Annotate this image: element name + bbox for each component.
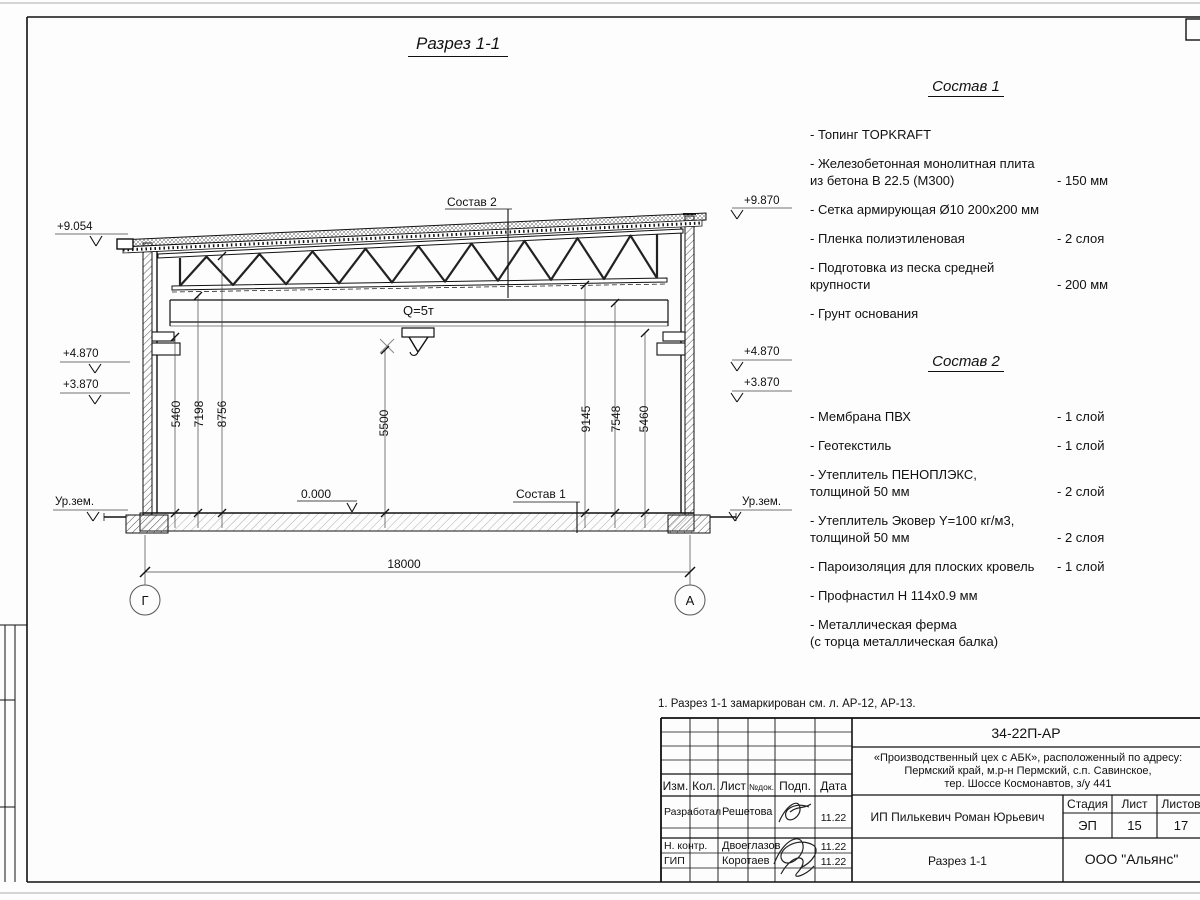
tb-sheet-name: Разрез 1-1 [928, 854, 987, 868]
span-dimension-label: 18000 [387, 557, 421, 571]
tb-doc-number: 34-22П-АР [991, 725, 1061, 741]
list-item: - Топинг TOPKRAFT [810, 127, 932, 142]
tb-date-ncontrol: 11.22 [820, 841, 847, 853]
tb-col-ndok: №док. [749, 782, 774, 792]
list-item: - Геотекстиль - 1 слой [810, 438, 1105, 453]
axis-bubble-a: А [685, 593, 695, 608]
elevation-left-top: +9.054 [57, 221, 93, 233]
dim-5460-left: 5460 [169, 400, 183, 428]
tb-company: ООО "Альянс" [1084, 851, 1179, 867]
axis-bubble-g: Г [141, 593, 149, 608]
tb-client: ИП Пилькевич Роман Юрьевич [870, 810, 1045, 824]
dim-7198: 7198 [192, 400, 206, 428]
tb-sheet-value: 15 [1127, 818, 1142, 833]
list-item: - Пленка полиэтиленовая - 2 слоя [810, 231, 1105, 246]
list-item: - Мембрана ПВХ - 1 слой [810, 409, 1105, 424]
list-item: - Профнастил Н 114х0.9 мм [810, 588, 978, 603]
tb-name-gip: Коротаев [722, 855, 770, 867]
dim-5500: 5500 [377, 409, 391, 437]
right-wall [685, 216, 694, 515]
list-item: - Грунт основания [810, 306, 919, 321]
dim-8756: 8756 [215, 400, 229, 428]
tb-col-podp: Подп. [779, 779, 811, 793]
tb-col-data: Дата [820, 779, 847, 793]
tb-date-developer: 11.22 [820, 812, 847, 824]
composition1-heading: Состав 1 [810, 78, 1122, 95]
callout-sostav2: Состав 2 [447, 195, 497, 209]
elevation-left-ground: Ур.зем. [55, 496, 95, 508]
list-item: - Металлическая ферма (с торца металлическая балка) [810, 617, 999, 649]
list-item: - Пароизоляция для плоских кровель - 1 слой [810, 559, 1105, 574]
composition2-heading: Состав 2 [810, 353, 1122, 370]
tb-role-ncontrol: Н. контр. [664, 840, 708, 852]
tb-col-izm: Изм. [662, 779, 689, 793]
tb-name-developer: Решетова [722, 806, 773, 818]
tb-project-address: «Производственный цех с АБК», расположенный по адресу: Пермский край, м.р-н Пермский, с.п. Савинское, тер. Шоссе Космонавтов, з/у 441 [873, 752, 1183, 790]
callout-leaders [297, 209, 580, 533]
dim-5460-right: 5460 [637, 405, 651, 433]
tb-role-developer: Разработал [664, 806, 722, 818]
list-item: - Утеплитель Эковер Y=100 кг/м3, толщиной 50 мм - 2 слоя [810, 513, 1105, 545]
tb-name-ncontrol: Двоеглазов [722, 840, 781, 852]
list-item: - Подготовка из песка средней крупности - 200 мм [810, 260, 1109, 292]
list-item: - Железобетонная монолитная плита из бетона В 22.5 (М300) - 150 мм [810, 156, 1109, 188]
elevation-right-ground: Ур.зем. [742, 496, 782, 508]
sheet-note: 1. Разрез 1-1 замаркирован см. л. АР-12, АР-13. [658, 698, 916, 710]
elevation-right-crane: +4.870 [744, 346, 780, 358]
span-dimension [130, 535, 705, 615]
crane-hook [380, 328, 434, 355]
tb-col-list: Лист [719, 779, 747, 793]
building-section [104, 213, 736, 533]
elevation-left-crane: +4.870 [63, 348, 99, 360]
list-item: - Утеплитель ПЕНОПЛЭКС, толщиной 50 мм - 2 слой [810, 467, 1105, 499]
tb-stage-value: ЭП [1078, 818, 1097, 833]
composition1-list [810, 126, 1122, 334]
composition2-list [810, 408, 1122, 662]
dim-7548: 7548 [609, 405, 623, 433]
level-zero-label: 0.000 [301, 487, 332, 501]
tb-date-gip: 11.22 [820, 856, 847, 868]
tb-stage-label: Стадия [1067, 797, 1108, 811]
tb-sheets-label: Листов [1161, 797, 1200, 811]
list-item: - Сетка армирующая Ø10 200х200 мм [810, 202, 1040, 217]
elevation-left-console: +3.870 [63, 379, 99, 391]
page-title: Разрез 1-1 [408, 34, 508, 57]
callout-sostav1: Состав 1 [516, 487, 566, 501]
left-wall [143, 243, 152, 515]
tb-sheets-value: 17 [1173, 818, 1189, 833]
tb-col-kol: Кол. [692, 779, 716, 793]
elevation-right-top: +9.870 [744, 195, 780, 207]
dim-9145: 9145 [579, 405, 593, 433]
tb-sheet-label: Лист [1121, 797, 1148, 811]
tb-role-gip: ГИП [664, 855, 685, 867]
crane-capacity-label: Q=5т [403, 303, 434, 318]
height-dimension-lines [171, 252, 649, 528]
elevation-right-console: +3.870 [744, 377, 780, 389]
